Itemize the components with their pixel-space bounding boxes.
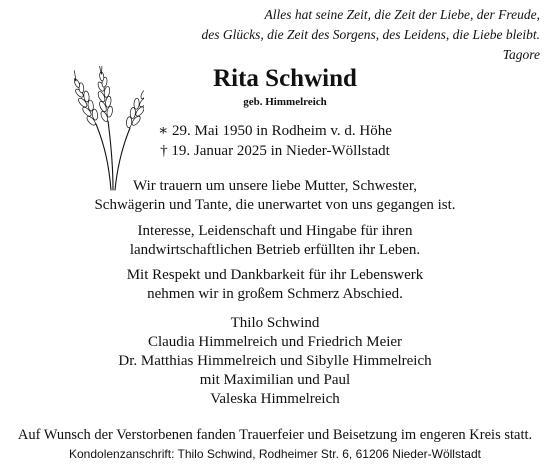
mourner-name: Valeska Himmelreich [210,391,340,407]
death-date: † 19. Januar 2025 in Nieder-Wöllstadt [160,143,390,159]
life-paragraph [0,222,550,260]
mourner-name: Dr. Matthias Himmelreich und Sibylle Himmelreich [118,353,432,369]
deceased-name: Rita Schwind [213,65,357,92]
quote-line: des Glücks, die Zeit des Sorgens, des Leidens, die Liebe bleibt. [201,27,540,42]
quote-line: Alles hat seine Zeit, die Zeit der Liebe, der Freude, [264,7,540,22]
life-dates [0,121,550,161]
mourner-name: Claudia Himmelreich und Friedrich Meier [147,334,403,350]
paragraph-line: landwirtschaftlichen Betrieb erfüllten ihr Leben. [129,242,421,258]
mourner-name: Thilo Schwind [230,315,320,331]
paragraph-line: Schwägerin und Tante, die unerwartet von uns gegangen ist. [94,197,456,213]
paragraph-line: Wir trauern um unsere liebe Mutter, Schwester, [133,178,417,194]
farewell-paragraph [0,266,550,304]
birth-date: ∗ 29. Mai 1950 in Rodheim v. d. Höhe [158,123,392,139]
birth-name: geb. Himmelreich [243,96,327,108]
condolence-address: Kondolenzanschrift: Thilo Schwind, Rodheimer Str. 6, 61206 Nieder-Wöllstadt [69,447,481,461]
mourners-list [0,314,550,409]
quote-author: Tagore [502,47,540,62]
paragraph-line: Mit Respekt und Dankbarkeit für ihr Lebenswerk [126,267,424,283]
epigraph-quote [100,5,540,65]
mourner-name: mit Maximilian und Paul [199,372,351,388]
paragraph-line: Interesse, Leidenschaft und Hingabe für ihren [137,223,413,239]
funeral-note: Auf Wunsch der Verstorbenen fanden Trauerfeier und Beisetzung im engeren Kreis statt. [17,427,533,443]
mourning-paragraph [0,177,550,215]
paragraph-line: nehmen wir in großem Schmerz Abschied. [147,286,403,302]
